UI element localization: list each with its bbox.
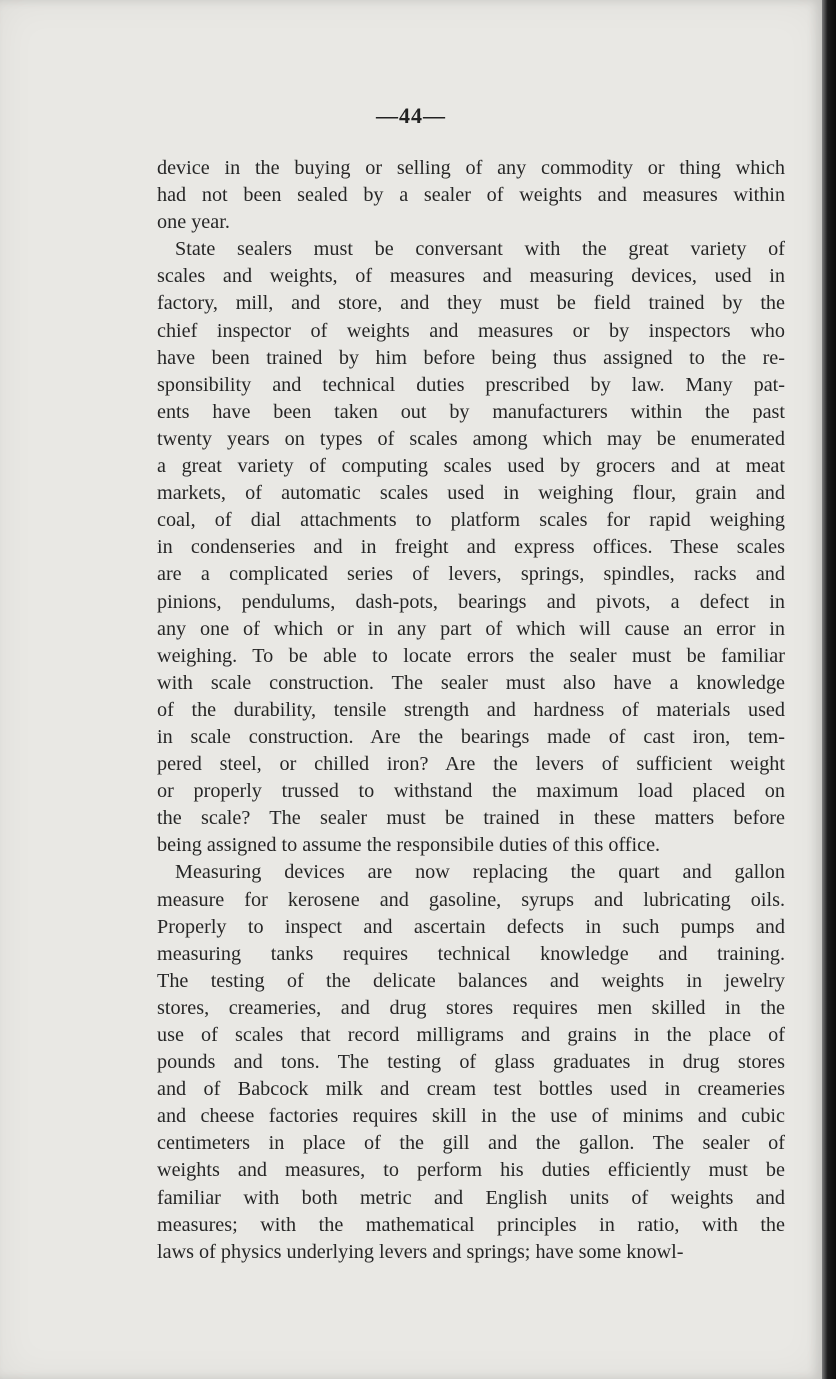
text-line: have been trained by him before being thus assigned to the re- — [157, 346, 785, 369]
text-line: are a complicated series of levers, springs, spindles, racks and — [157, 563, 785, 586]
text-line: had not been sealed by a sealer of weights and measures within — [157, 184, 785, 207]
text-line: markets, of automatic scales used in weighing flour, grain and — [157, 482, 785, 505]
paragraph — [157, 236, 785, 859]
text-line: measure for kerosene and gasoline, syrups and lubricating oils. — [157, 888, 785, 911]
book-spine-edge — [822, 0, 836, 1379]
text-line: device in the buying or selling of any commodity or thing which — [157, 157, 785, 179]
text-line: weights and measures, to perform his duties efficiently must be — [157, 1159, 785, 1182]
text-line: the scale? The sealer must be trained in these matters before — [157, 807, 785, 830]
text-line: Measuring devices are now replacing the quart and gallon — [175, 861, 785, 884]
text-line: weighing. To be able to locate errors the sealer must be familiar — [157, 644, 785, 667]
text-line: centimeters in place of the gill and the gallon. The sealer of — [157, 1132, 785, 1155]
text-line: measures; with the mathematical principles in ratio, with the — [157, 1213, 785, 1236]
text-line: use of scales that record milligrams and grains in the place of — [157, 1024, 785, 1046]
text-line: twenty years on types of scales among which may be enumerated — [157, 427, 785, 450]
text-line: with scale construction. The sealer must also have a knowledge — [157, 671, 785, 694]
page-number: —44— — [376, 103, 446, 128]
text-line: pounds and tons. The testing of glass graduates in drug stores — [157, 1051, 785, 1074]
paragraph — [157, 155, 785, 236]
text-line: State sealers must be conversant with the great variety of — [175, 238, 785, 261]
text-line: The testing of the delicate balances and weights in jewelry — [157, 969, 785, 992]
paragraph — [157, 859, 785, 1265]
text-line: Properly to inspect and ascertain defects in such pumps and — [157, 915, 785, 938]
text-line: in condenseries and in freight and express offices. These scales — [157, 536, 785, 559]
text-line: factory, mill, and store, and they must be field trained by the — [157, 292, 785, 315]
text-line: laws of physics underlying levers and springs; have some knowl- — [157, 1240, 684, 1263]
text-line: familiar with both metric and English units of weights and — [157, 1186, 785, 1209]
text-line: scales and weights, of measures and measuring devices, used in — [157, 265, 785, 288]
text-line: measuring tanks requires technical knowledge and training. — [157, 942, 785, 965]
text-line: being assigned to assume the responsibile duties of this office. — [157, 834, 661, 857]
text-line: and cheese factories requires skill in the use of minims and cubic — [157, 1105, 785, 1128]
text-line: of the durability, tensile strength and hardness of materials used — [157, 698, 785, 721]
text-line: pered steel, or chilled iron? Are the levers of sufficient weight — [157, 753, 785, 776]
text-line: a great variety of computing scales used by grocers and at meat — [157, 455, 785, 478]
text-line: stores, creameries, and drug stores requires men skilled in the — [157, 996, 785, 1019]
text-line: pinions, pendulums, dash-pots, bearings and pivots, a defect in — [157, 590, 785, 613]
text-line: or properly trussed to withstand the maximum load placed on — [157, 780, 785, 803]
body-text — [157, 155, 785, 1266]
text-line: chief inspector of weights and measures or by inspectors who — [157, 319, 785, 342]
text-line: and of Babcock milk and cream test bottles used in creameries — [157, 1078, 785, 1101]
text-line: any one of which or in any part of which will cause an error in — [157, 617, 785, 640]
text-line: in scale construction. Are the bearings made of cast iron, tem- — [157, 725, 785, 748]
text-line: coal, of dial attachments to platform scales for rapid weighing — [157, 509, 785, 532]
text-line: one year. — [157, 211, 230, 234]
text-line: sponsibility and technical duties prescribed by law. Many pat- — [157, 373, 785, 396]
text-line: ents have been taken out by manufacturers within the past — [157, 400, 785, 423]
